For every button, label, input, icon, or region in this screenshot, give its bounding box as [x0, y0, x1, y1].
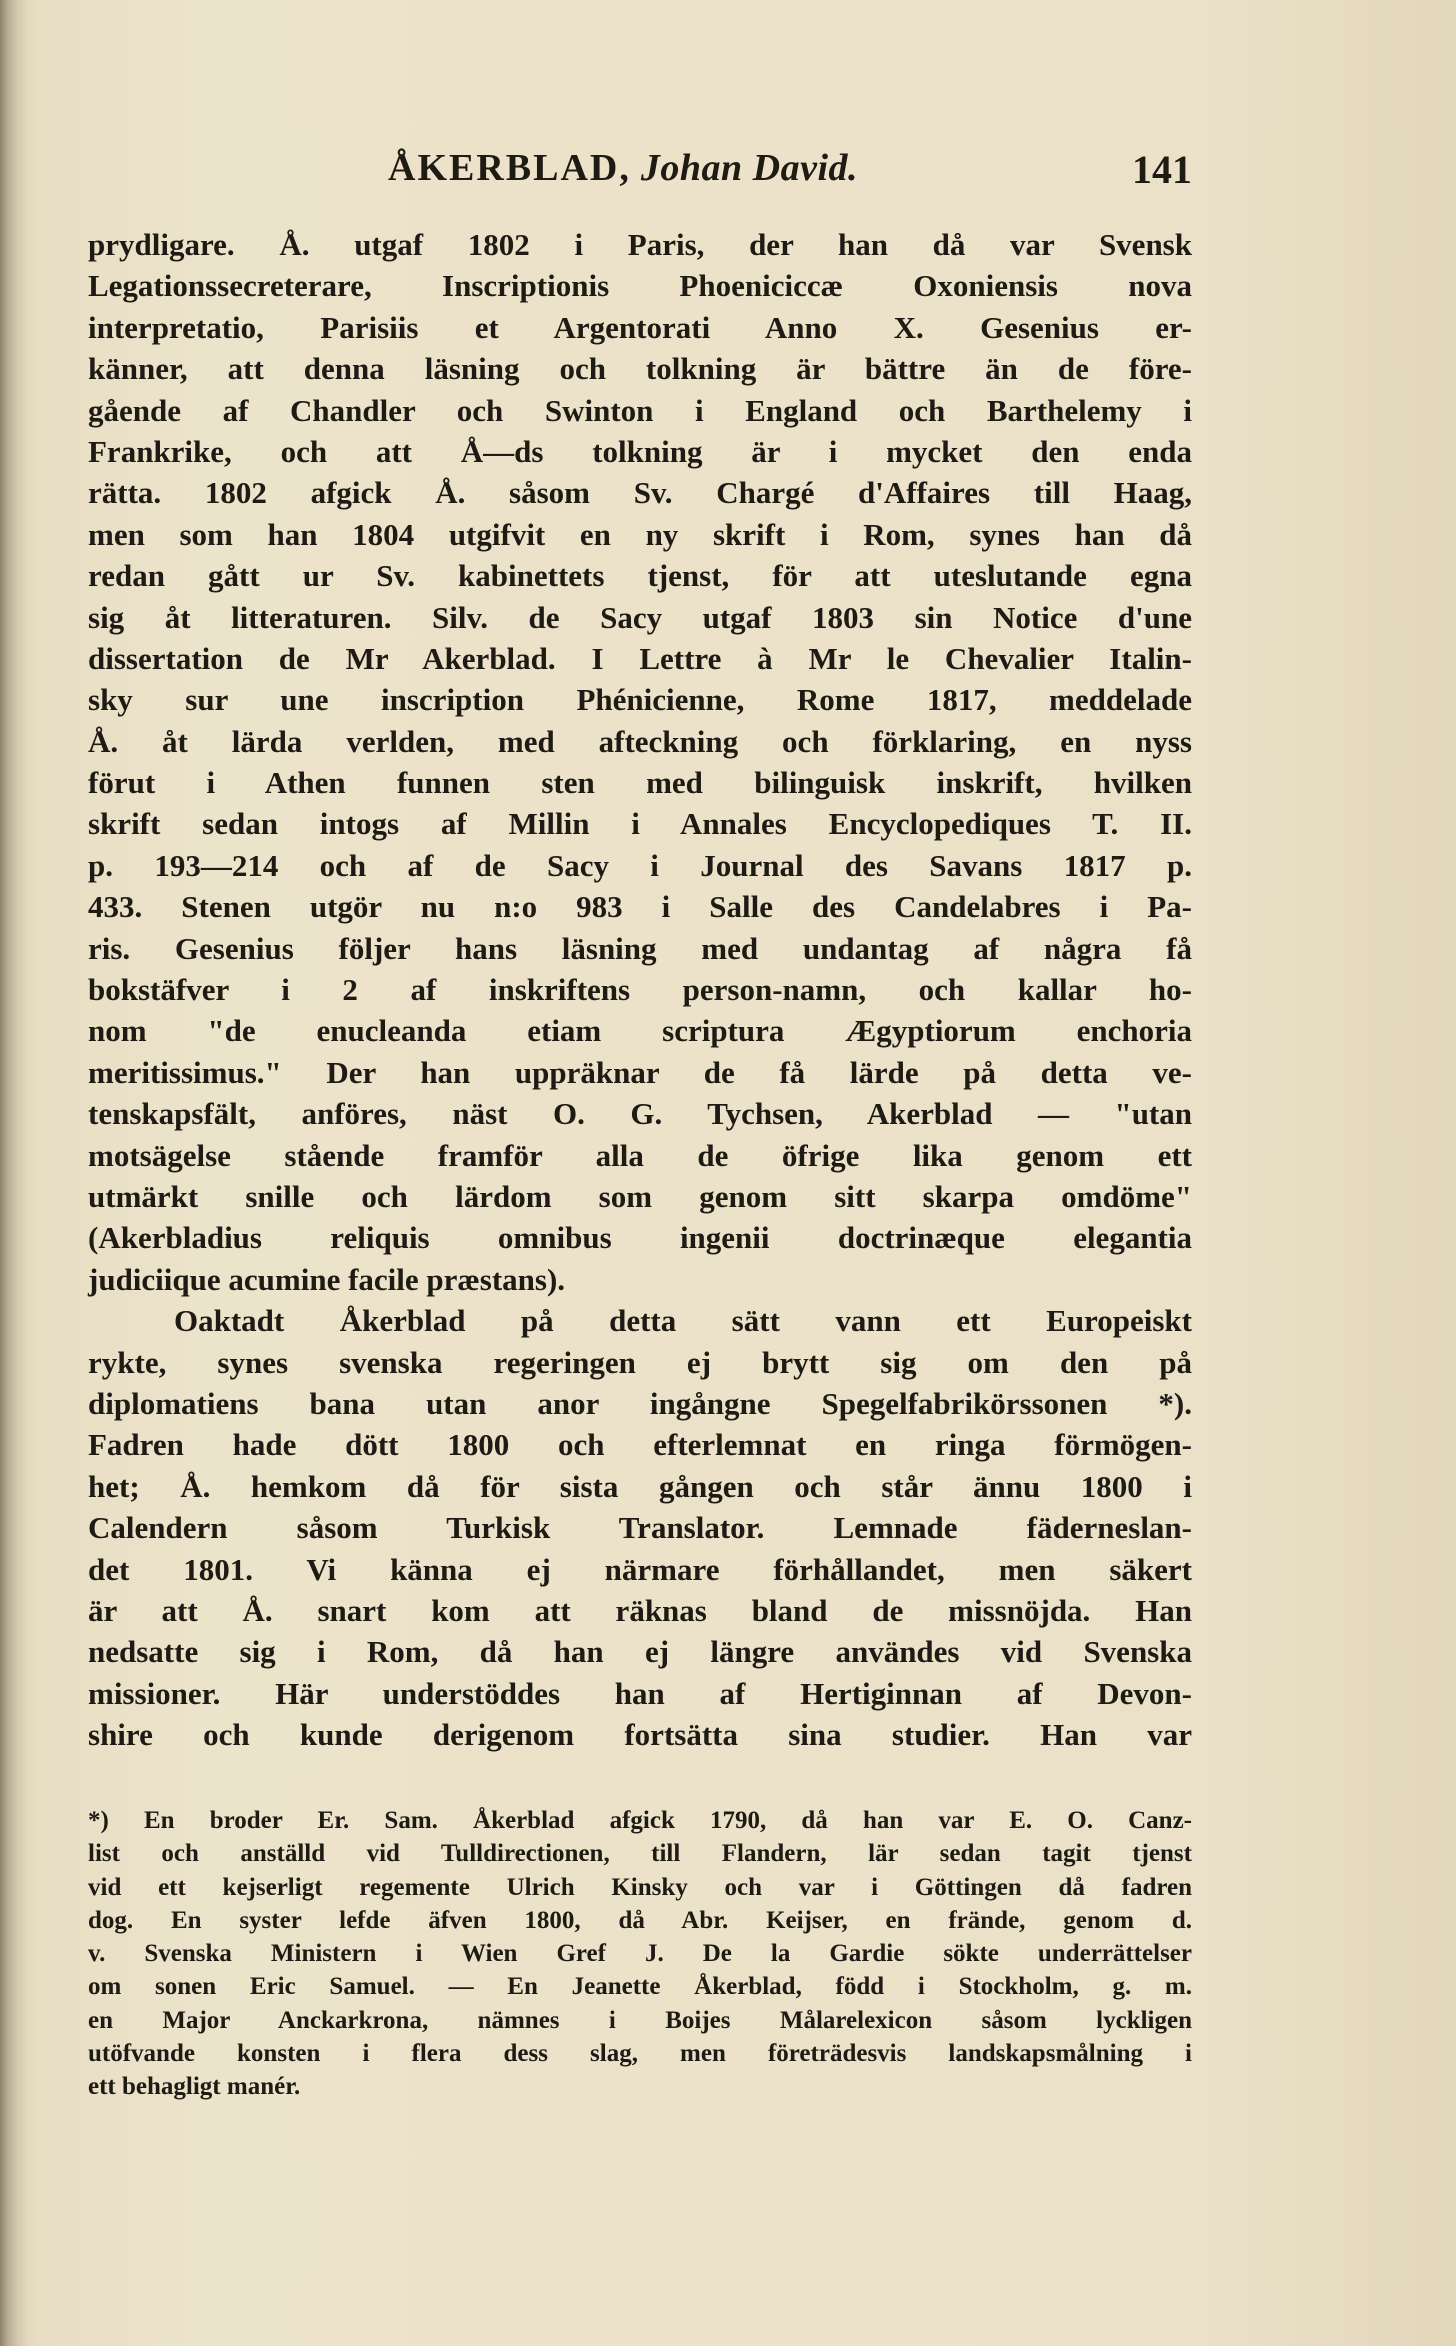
text-line: diplomatiens bana utan anor ingångne Spegelfabrikörssonen *).: [88, 1385, 1192, 1421]
text-line: sky sur une inscription Phénicienne, Rome 1817, meddelade: [88, 682, 1192, 718]
text-line: ris. Gesenius följer hans läsning med undantag af några få: [88, 930, 1192, 966]
text-line: men som han 1804 utgifvit en ny skrift i Rom, synes han då: [88, 516, 1192, 552]
text-line: dissertation de Mr Akerblad. I Lettre à Mr le Chevalier Italin-: [88, 640, 1192, 676]
text-line: gående af Chandler och Swinton i England och Barthelemy i: [88, 392, 1192, 428]
text-line: shire och kunde derigenom fortsätta sina studier. Han var: [88, 1717, 1192, 1753]
text-line: känner, att denna läsning och tolkning är bättre än de före-: [88, 351, 1192, 387]
text-line: nedsatte sig i Rom, då han ej längre användes vid Svenska: [88, 1634, 1192, 1670]
body-text: [88, 224, 1192, 1755]
text-line: skrift sedan intogs af Millin i Annales Encyclopediques T. II.: [88, 806, 1192, 842]
binding-gutter-shadow: [0, 0, 28, 2346]
text-line: 433. Stenen utgör nu n:o 983 i Salle des Candelabres i Pa-: [88, 889, 1192, 925]
text-line: Legationssecreterare, Inscriptionis Phoeniciccæ Oxoniensis nova: [88, 268, 1192, 304]
running-head-given-names: Johan David.: [640, 147, 859, 189]
text-line: motsägelse stående framför alla de öfrige lika genom ett: [88, 1137, 1192, 1173]
running-head: [388, 146, 858, 190]
text-line: meritissimus." Der han uppräknar de få lärde på detta ve-: [88, 1054, 1192, 1090]
text-line: Calendern såsom Turkisk Translator. Lemnade fäderneslan-: [88, 1510, 1192, 1546]
text-line: missioner. Här understöddes han af Hertiginnan af Devon-: [88, 1675, 1192, 1711]
page-header: [88, 146, 1192, 198]
text-line: p. 193—214 och af de Sacy i Journal des Savans 1817 p.: [88, 847, 1192, 883]
footnote-line: om sonen Eric Samuel. — En Jeanette Åkerblad, född i Stockholm, g. m.: [88, 1973, 1192, 2001]
text-line: förut i Athen funnen sten med bilinguisk inskrift, hvilken: [88, 765, 1192, 801]
text-line: är att Å. snart kom att räknas bland de missnöjda. Han: [88, 1592, 1192, 1628]
footnote-line: *) En broder Er. Sam. Åkerblad afgick 1790, då han var E. O. Canz-: [88, 1807, 1192, 1834]
text-line: judiciique acumine facile præstans).: [88, 1261, 566, 1297]
text-line: prydligare. Å. utgaf 1802 i Paris, der han då var Svensk: [88, 227, 1192, 262]
text-line: rykte, synes svenska regeringen ej brytt sig om den på: [88, 1344, 1192, 1380]
text-line: Fadren hade dött 1800 och efterlemnat en ringa förmögen-: [88, 1427, 1192, 1463]
footnote-line: ett behagligt manér.: [88, 2073, 301, 2101]
text-line: rätta. 1802 afgick Å. såsom Sv. Chargé d'Affaires till Haag,: [88, 475, 1192, 511]
text-line: tenskapsfält, anföres, näst O. G. Tychsen, Akerblad — "utan: [88, 1096, 1192, 1132]
footnote-line: dog. En syster lefde äfven 1800, då Abr. Keijser, en frände, genom d.: [88, 1906, 1192, 1934]
footnote-line: en Major Anckarkrona, nämnes i Boijes Målarelexicon såsom lyckligen: [88, 2006, 1192, 2034]
footnote-line: v. Svenska Ministern i Wien Gref J. De la Gardie sökte underrättelser: [88, 1940, 1192, 1968]
footnote-line: vid ett kejserligt regemente Ulrich Kinsky och var i Göttingen då fadren: [88, 1873, 1192, 1901]
footnote-line: list och anställd vid Tulldirectionen, till Flandern, lär sedan tagit tjenst: [88, 1840, 1192, 1868]
text-line: nom "de enucleanda etiam scriptura Ægyptiorum enchoria: [88, 1013, 1192, 1049]
text-line: het; Å. hemkom då för sista gången och står ännu 1800 i: [88, 1468, 1192, 1504]
text-line: Oaktadt Åkerblad på detta sätt vann ett Europeiskt: [174, 1303, 1192, 1339]
footnote-line: utöfvande konsten i flera dess slag, men företrädesvis landskapsmålning i: [88, 2040, 1192, 2068]
running-head-name: ÅKERBLAD,: [388, 147, 631, 189]
text-line: interpretatio, Parisiis et Argentorati Anno X. Gesenius er-: [88, 309, 1192, 345]
text-line: redan gått ur Sv. kabinettets tjenst, för att uteslutande egna: [88, 558, 1192, 594]
text-line: Å. åt lärda verlden, med afteckning och förklaring, en nyss: [88, 723, 1192, 759]
footnote: [88, 1804, 1192, 2104]
text-line: (Akerbladius reliquis omnibus ingenii doctrinæque elegantia: [88, 1220, 1192, 1256]
page-number: 141: [1132, 147, 1192, 192]
text-line: det 1801. Vi känna ej närmare förhållandet, men säkert: [88, 1551, 1192, 1587]
text-line: sig åt litteraturen. Silv. de Sacy utgaf 1803 sin Notice d'une: [88, 599, 1192, 635]
text-line: bokstäfver i 2 af inskriftens person-namn, och kallar ho-: [88, 972, 1192, 1008]
text-line: utmärkt snille och lärdom som genom sitt skarpa omdöme": [88, 1178, 1192, 1214]
text-line: Frankrike, och att Å—ds tolkning är i mycket den enda: [88, 433, 1192, 469]
